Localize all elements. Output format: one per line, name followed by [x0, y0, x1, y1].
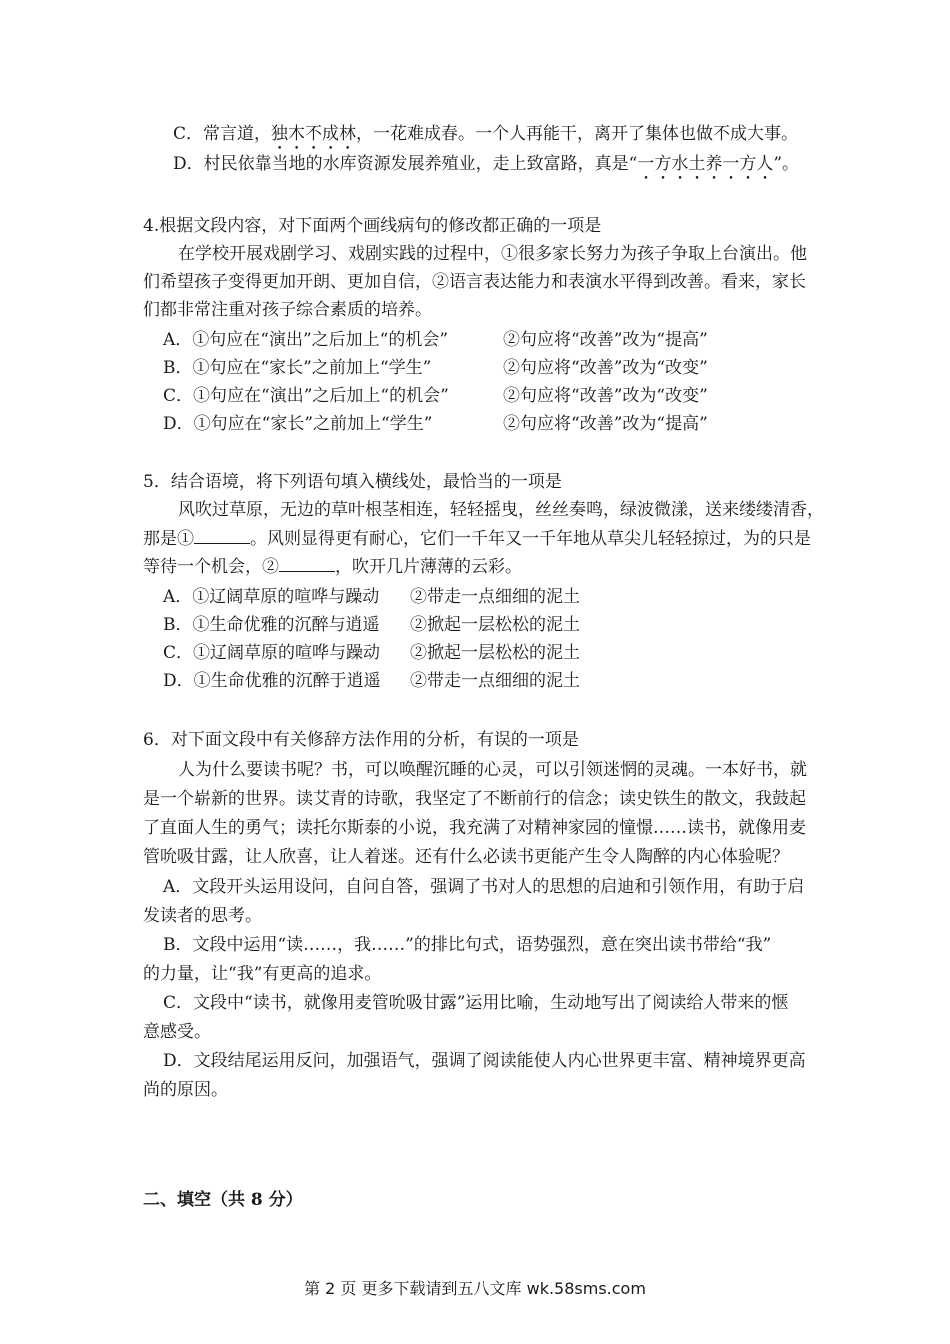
q5-option-b-part1: B．①生命优雅的沉醉与逍遥	[163, 615, 380, 635]
q5-stem: 5．结合语境，将下列语句填入横线处，最恰当的一项是	[143, 472, 562, 492]
q5-option-c-part1: C．①辽阔草原的喧哗与躁动	[163, 643, 381, 663]
q4-stem: 4.根据文段内容，对下面两个画线病句的修改都正确的一项是	[143, 216, 602, 236]
q5-blank-2	[279, 553, 335, 572]
q5-option-d-part1: D．①生命优雅的沉醉于逍遥	[163, 671, 381, 691]
q5-option-b-part2: ②掀起一层松松的泥土	[410, 615, 580, 635]
q3-option-d-dotted: 一方水土养一方人	[637, 154, 774, 174]
q4-option-a-part2: ②句应将“改善”改为“提高”	[503, 330, 708, 350]
q4-option-d	[163, 410, 708, 438]
q6-passage-line-4: 管吮吸甘露，让人欣喜，让人着迷。还有什么必读书更能产生令人陶醉的内心体验呢？	[143, 847, 789, 867]
q5-passage-line-1: 风吹过草原，无边的草叶根茎相连，轻轻摇曳，丝丝奏鸣，绿波微漾，送来缕缕清香，	[178, 500, 824, 520]
q6-stem: 6．对下面文段中有关修辞方法作用的分析，有误的一项是	[143, 730, 579, 750]
q6-option-b-line-2: 的力量，让“我”有更高的追求。	[143, 964, 382, 984]
q6-option-c-line-1: C．文段中“读书，就像用麦管吮吸甘露”运用比喻，生动地写出了阅读给人带来的惬	[163, 993, 789, 1013]
q5-option-a	[163, 583, 580, 611]
q3-option-d-before: D．村民依靠当地的水库资源发展养殖业，走上致富路，真是“	[173, 154, 638, 174]
q6-option-b-line-1: B．文段中运用“读……，我……”的排比句式，语势强烈，意在突出读书带给“我”	[163, 935, 772, 955]
q4-option-c-part1: C．①句应在“演出”之后加上“的机会”	[163, 386, 449, 406]
q5-option-b	[163, 611, 580, 639]
page-footer: 第 2 页 更多下载请到五八文库 wk.58sms.com	[304, 1279, 646, 1298]
q3-option-c	[173, 120, 798, 154]
q5-option-d	[163, 667, 580, 695]
q4-passage-line-1: 在学校开展戏剧学习、戏剧实践的过程中，①很多家长努力为孩子争取上台演出。他	[178, 244, 807, 264]
q5-option-a-part2: ②带走一点细细的泥土	[410, 587, 580, 607]
q4-option-b-part2: ②句应将“改善”改为“改变”	[503, 358, 708, 378]
q5-passage-line-3	[143, 553, 522, 581]
section-2-title: 二、填空（共 8 分）	[143, 1190, 303, 1210]
q4-option-b-part1: B．①句应在“家长”之前加上“学生”	[163, 358, 432, 378]
q6-option-c-line-2: 意感受。	[143, 1022, 211, 1042]
q4-option-c-part2: ②句应将“改善”改为“改变”	[503, 386, 708, 406]
q6-passage-line-3: 了直面人生的勇气；读托尔斯泰的小说，我充满了对精神家园的憧憬……读书，就像用麦	[143, 818, 806, 838]
q4-option-d-part2: ②句应将“改善”改为“提高”	[503, 414, 708, 434]
q3-option-c-after: ，一花难成春。一个人再能干，离开了集体也做不成大事。	[356, 124, 799, 144]
q5-passage-line-3-start: 等待一个机会，②	[143, 557, 279, 577]
q4-option-b	[163, 354, 708, 382]
q5-passage-line-2-start: 那是①	[143, 529, 194, 549]
q3-option-d	[173, 150, 799, 184]
q4-passage-line-2: 们希望孩子变得更加开朗、更加自信，②语言表达能力和表演水平得到改善。看来，家长	[143, 272, 806, 292]
q5-passage-line-3-end: ，吹开几片薄薄的云彩。	[335, 557, 522, 577]
q6-option-a-line-1: A．文段开头运用设问，自问自答，强调了书对人的思想的启迪和引领作用，有助于启	[163, 877, 805, 897]
q5-option-c	[163, 639, 580, 667]
q6-passage-line-1: 人为什么要读书呢？书，可以唤醒沉睡的心灵，可以引领迷惘的灵魂。一本好书，就	[178, 760, 807, 780]
q3-option-c-before: C．常言道，	[173, 124, 272, 144]
q3-option-d-after: ”。	[773, 154, 800, 174]
q3-option-c-dotted: 独木不成林	[271, 124, 357, 144]
q6-option-d-line-2: 尚的原因。	[143, 1080, 228, 1100]
q5-passage-line-2-end: 。风则显得更有耐心，它们一千年又一千年地从草尖儿轻轻掠过，为的只是	[250, 529, 811, 549]
q5-blank-1	[194, 525, 250, 544]
q4-option-a	[163, 326, 708, 354]
q5-option-c-part2: ②掀起一层松松的泥土	[410, 643, 580, 663]
q6-option-a-line-2: 发读者的思考。	[143, 906, 262, 926]
q5-passage-line-2	[143, 525, 811, 553]
q6-option-d-line-1: D．文段结尾运用反问，加强语气，强调了阅读能使人内心世界更丰富、精神境界更高	[163, 1051, 806, 1071]
q5-option-d-part2: ②带走一点细细的泥土	[410, 671, 580, 691]
q4-option-a-part1: A．①句应在“演出”之后加上“的机会”	[163, 330, 449, 350]
q4-option-c	[163, 382, 708, 410]
q6-passage-line-2: 是一个崭新的世界。读艾青的诗歌，我坚定了不断前行的信念；读史铁生的散文，我鼓起	[143, 789, 806, 809]
q4-passage-line-3: 们都非常注重对孩子综合素质的培养。	[143, 300, 432, 320]
q4-option-d-part1: D．①句应在“家长”之前加上“学生”	[163, 414, 433, 434]
q5-option-a-part1: A．①辽阔草原的喧哗与躁动	[163, 587, 380, 607]
